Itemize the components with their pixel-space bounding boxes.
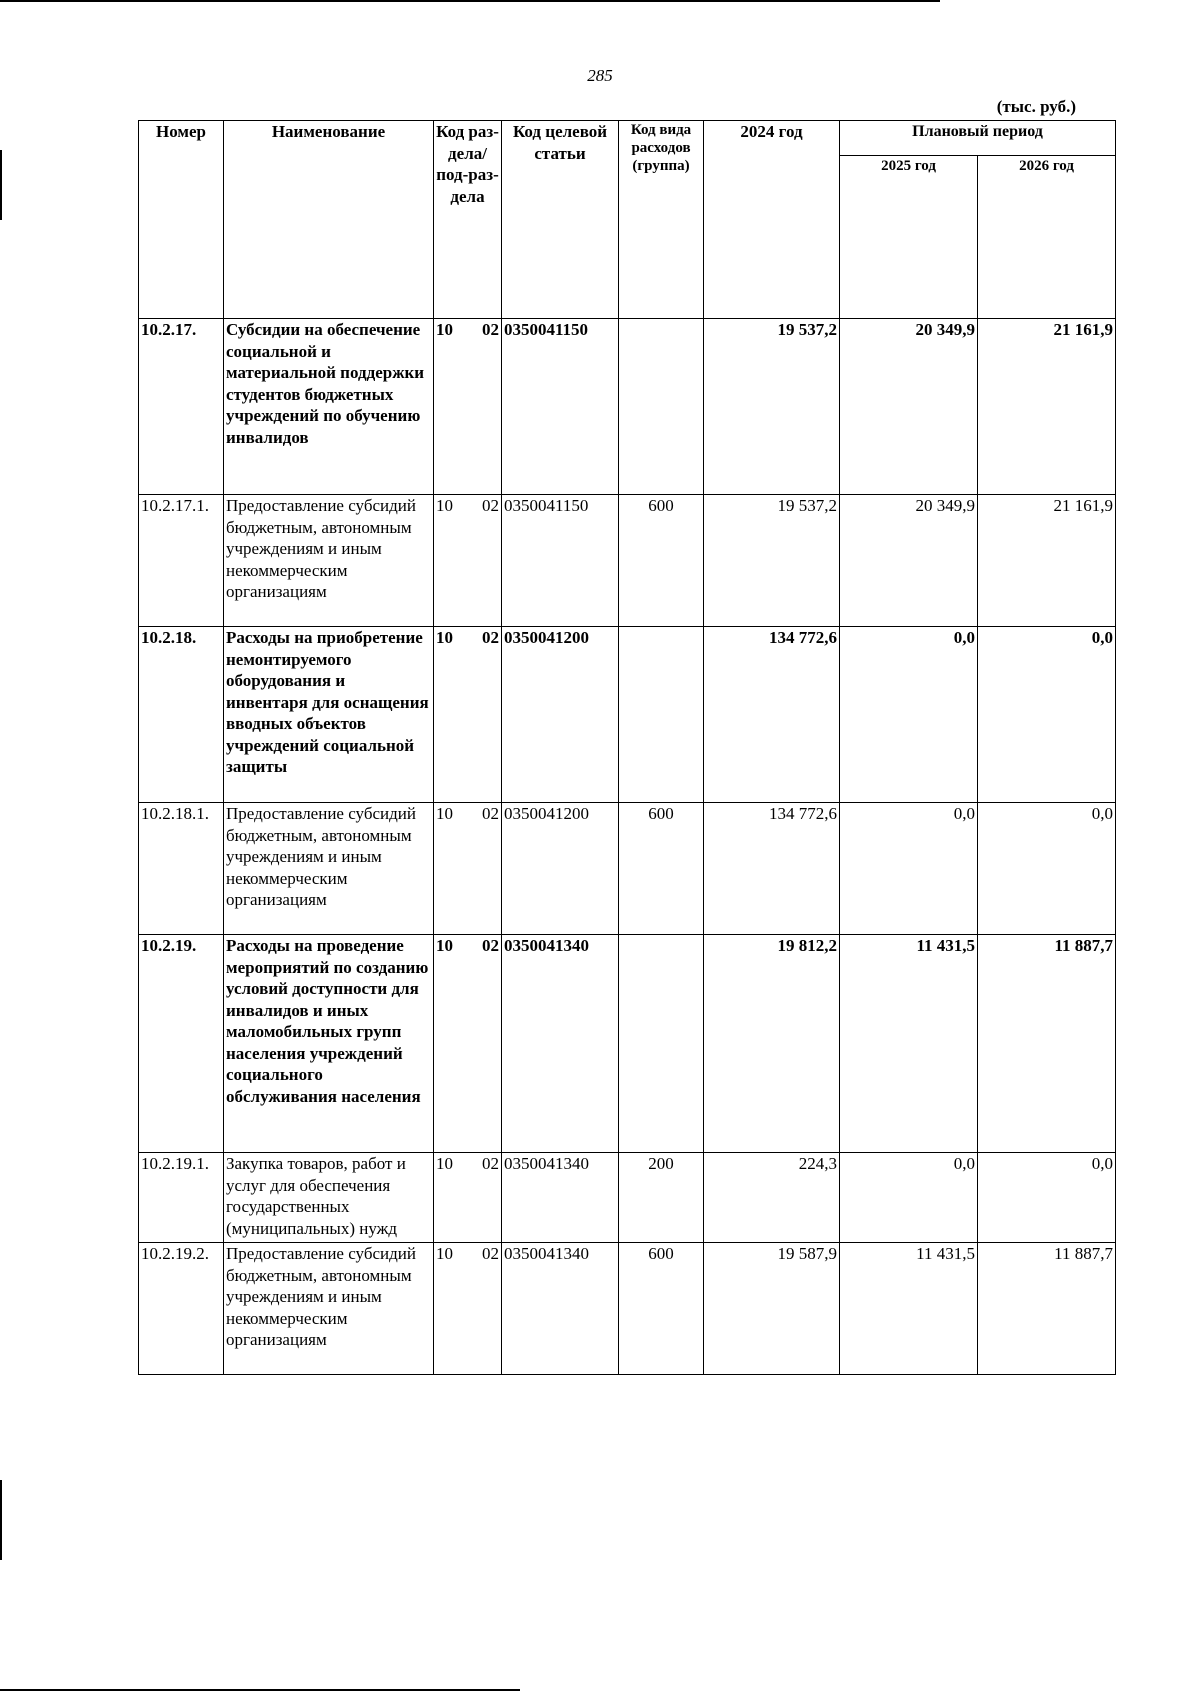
cell-subsection-code: 02 [482,320,499,339]
cell-section [434,803,502,935]
cell-number: 10.2.19. [139,935,224,1153]
cell-2024: 19 537,2 [704,319,840,495]
cell-group: 600 [619,495,704,627]
cell-section-code: 10 [436,628,453,647]
cell-group [619,935,704,1153]
units-label: (тыс. руб.) [996,97,1076,116]
header-year-2024: 2024 год [704,121,840,319]
cell-2026: 0,0 [978,1153,1116,1243]
cell-name: Предоставление субсидий бюджетным, автономным учреждениям и иным некоммерческим организациям [224,1243,434,1375]
cell-name: Предоставление субсидий бюджетным, автономным учреждениям и иным некоммерческим организациям [224,803,434,935]
cell-number: 10.2.19.1. [139,1153,224,1243]
cell-number: 10.2.18.1. [139,803,224,935]
table-body [139,319,1116,1375]
cell-2026: 0,0 [978,803,1116,935]
cell-2026: 21 161,9 [978,495,1116,627]
cell-number: 10.2.17. [139,319,224,495]
header-year-2026: 2026 год [978,156,1116,319]
cell-group: 200 [619,1153,704,1243]
cell-name: Субсидии на обеспечение социальной и материальной поддержки студентов бюджетных учреждений по обучению инвалидов [224,319,434,495]
cell-target: 0350041200 [502,803,619,935]
cell-group: 600 [619,803,704,935]
cell-section [434,1243,502,1375]
cell-2026: 11 887,7 [978,935,1116,1153]
header-section: Код раз-дела/ под-раз-дела [434,121,502,319]
cell-name: Расходы на приобретение немонтируемого оборудования и инвентаря для оснащения вводных объектов учреждений социальной защиты [224,627,434,803]
page-number: 285 [587,66,613,85]
cell-section-code: 10 [436,936,453,955]
cell-2026: 0,0 [978,627,1116,803]
cell-name: Расходы на проведение мероприятий по созданию условий доступности для инвалидов и иных маломобильных групп населения учреждений социального обслуживания населения [224,935,434,1153]
cell-section [434,1153,502,1243]
table-header [139,121,1116,319]
cell-section-code: 10 [436,1244,453,1263]
cell-target: 0350041150 [502,319,619,495]
cell-group [619,627,704,803]
cell-2025: 20 349,9 [840,319,978,495]
cell-target: 0350041200 [502,627,619,803]
cell-name: Предоставление субсидий бюджетным, автономным учреждениям и иным некоммерческим организациям [224,495,434,627]
cell-2025: 0,0 [840,1153,978,1243]
cell-section [434,935,502,1153]
table-row [139,627,1116,803]
cell-group: 600 [619,1243,704,1375]
cell-2024: 19 812,2 [704,935,840,1153]
cell-target: 0350041340 [502,1243,619,1375]
budget-table [138,120,1116,1375]
table-row [139,319,1116,495]
scan-edge-top [0,0,940,2]
cell-number: 10.2.19.2. [139,1243,224,1375]
cell-subsection-code: 02 [482,496,499,515]
cell-2024: 224,3 [704,1153,840,1243]
table-row [139,803,1116,935]
header-expense-type: Код вида расходов (группа) [619,121,704,319]
cell-2025: 0,0 [840,803,978,935]
header-planned-period: Плановый период [840,121,1116,156]
cell-section-code: 10 [436,496,453,515]
cell-number: 10.2.17.1. [139,495,224,627]
header-target: Код целевой статьи [502,121,619,319]
cell-section [434,627,502,803]
cell-subsection-code: 02 [482,936,499,955]
cell-section-code: 10 [436,1154,453,1173]
cell-2025: 11 431,5 [840,935,978,1153]
cell-2025: 0,0 [840,627,978,803]
cell-2024: 134 772,6 [704,627,840,803]
table-row [139,1153,1116,1243]
cell-target: 0350041340 [502,935,619,1153]
cell-2025: 20 349,9 [840,495,978,627]
cell-subsection-code: 02 [482,804,499,823]
header-year-2025: 2025 год [840,156,978,319]
cell-subsection-code: 02 [482,628,499,647]
cell-2024: 134 772,6 [704,803,840,935]
cell-2026: 21 161,9 [978,319,1116,495]
table-row [139,1243,1116,1375]
cell-section [434,319,502,495]
table-row [139,935,1116,1153]
cell-name: Закупка товаров, работ и услуг для обеспечения государственных (муниципальных) нужд [224,1153,434,1243]
scan-edge-left-bottom [0,1480,2,1560]
cell-target: 0350041340 [502,1153,619,1243]
cell-subsection-code: 02 [482,1244,499,1263]
cell-2024: 19 587,9 [704,1243,840,1375]
cell-group [619,319,704,495]
scan-edge-left-top [0,150,2,220]
header-number: Номер [139,121,224,319]
cell-2024: 19 537,2 [704,495,840,627]
cell-target: 0350041150 [502,495,619,627]
cell-section-code: 10 [436,804,453,823]
cell-section [434,495,502,627]
cell-2025: 11 431,5 [840,1243,978,1375]
cell-number: 10.2.18. [139,627,224,803]
header-name: Наименование [224,121,434,319]
cell-2026: 11 887,7 [978,1243,1116,1375]
table-row [139,495,1116,627]
scan-edge-bottom [0,1689,520,1691]
cell-subsection-code: 02 [482,1154,499,1173]
cell-section-code: 10 [436,320,453,339]
